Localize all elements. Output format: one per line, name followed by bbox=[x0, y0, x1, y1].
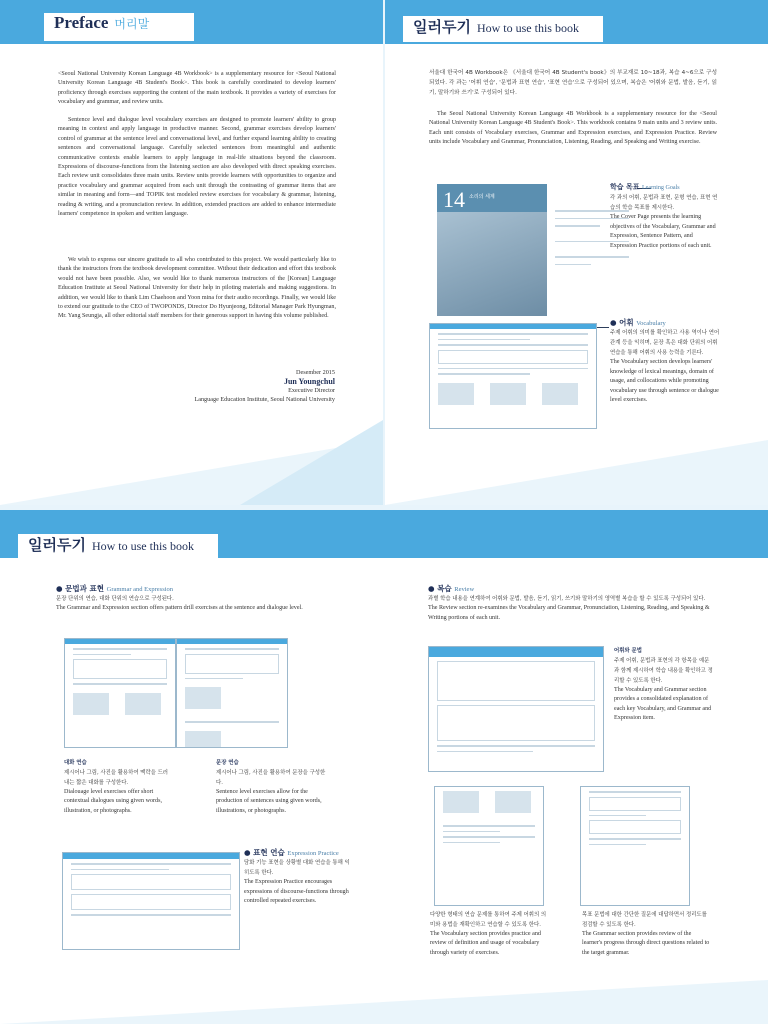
review-sample-page bbox=[428, 646, 604, 772]
review-title-ko: 복습 bbox=[437, 584, 452, 593]
cover-page-sample bbox=[437, 184, 637, 316]
practice-text-ko: 다양한 형태의 연습 문제를 통하여 주제 어휘의 의미와 용법을 재확인하고 연습할 수 있도록 한다. bbox=[430, 912, 547, 928]
preface-author: Jun Youngchul bbox=[283, 377, 335, 386]
howto-page bbox=[385, 0, 768, 505]
expression-title-en: Expression Practice bbox=[287, 850, 339, 857]
practice-caption bbox=[430, 910, 550, 958]
cover-unit-title: 소리의 세계 bbox=[469, 194, 495, 200]
review-text-en: The Review section re-examines the Vocabulary and Grammar, Pronunciation, Listening, Reading, and Speaking & Writing portions of each unit. bbox=[428, 605, 710, 621]
connector-line bbox=[597, 327, 609, 328]
vocab-text-ko: 주제 어휘의 의미를 확인하고 사용 역이나 연어 관계 등을 익히며, 문장 혹은 대화 단위의 어휘 연습을 통해 어휘의 사용 능력을 기른다. bbox=[610, 330, 720, 357]
goals-text-ko: 각 과의 어휘, 문법과 표현, 문형 연습, 표현 연습의 학습 목표를 제시한다. bbox=[610, 195, 718, 212]
cover-photo bbox=[437, 212, 547, 316]
preface-title-ko: 머리말 bbox=[114, 17, 150, 31]
howto-header bbox=[403, 16, 603, 42]
preface-paragraph-1: <Seoul National University Korean Language 4B Workbook> is a supplementary resource for <Seoul National University Korean Language 4B Student's Book>. This book is carefully coordinated to develop learners' proficiency through exercises supporting the content of the main textbook. It provides a variety of exercises for vocabulary and grammar, and review units. bbox=[58, 71, 336, 106]
expression-sample-page bbox=[62, 852, 240, 950]
sentence-title-ko: 문장 연습 bbox=[216, 760, 239, 766]
expression-text-en: The Expression Practice encourages expressions of discourse-functions through controlled repeated exercises. bbox=[244, 879, 349, 905]
vocab-grammar-text-en: The Vocabulary and Grammar section provides a consolidated explanation of each key Vocabulary, and Grammar and Expression item. bbox=[614, 687, 712, 722]
grammar-title-ko: 문법과 표현 bbox=[65, 584, 104, 593]
dialogue-title-ko: 대화 연습 bbox=[64, 760, 87, 766]
howto-intro-en: The Seoul National University Korean Language 4B Workbook is a supplementary resource for the <Seoul National University Korean Language 4B Student's Book>. This workbook contains 9 main units and 3 review units. Each unit consists of Vocabulary exercises, Grammar and Expression exercises, and Expression Practice. Review units include Vocabulary and Grammar, Pronunciation, Listening, Reading, and Speaking and Writing exercise. bbox=[429, 111, 717, 146]
sentence-caption bbox=[216, 758, 328, 816]
decorative-triangles bbox=[385, 440, 768, 505]
dialogue-sample-page bbox=[64, 638, 176, 748]
learning-goals-caption bbox=[610, 182, 720, 251]
review-title-en: Review bbox=[454, 586, 475, 593]
vocab-grammar-text-ko: 주제 어휘, 문법과 표현의 각 항목을 예문과 함께 제시하여 학습 내용을 확인하고 정리할 수 있도록 한다. bbox=[614, 658, 713, 684]
goals-title-ko: 학습 목표 bbox=[610, 183, 640, 191]
preface-role: Executive Director bbox=[288, 387, 335, 394]
target-text-en: The Grammar section provides review of the learner's progress through direct questions related to the target grammar. bbox=[582, 931, 710, 956]
sentence-text-ko: 제시어나 그림, 사진을 활용하여 문장을 구성한다. bbox=[216, 770, 326, 786]
vocab-caption: ● 어휘 Vocabulary 주제 어휘의 의미를 확인하고 사용 역이나 연어 관계 등을 익히며, 문장 혹은 대화 단위의 어휘 연습을 통해 어휘의 사용 능력을 기른다. The Vocabulary section develops learners' knowledge of lexical meanings, domain of usage, and collocations while promoting vocabulary use through sentence or dialogue level exercises. bbox=[610, 318, 720, 405]
decorative-triangles bbox=[0, 980, 768, 1024]
preface-header bbox=[44, 13, 194, 41]
expression-title-ko: 표현 연습 bbox=[253, 848, 285, 857]
cover-unit-number: 14 bbox=[443, 187, 465, 212]
vocab-title-ko: 어휘 bbox=[619, 318, 634, 327]
preface-paragraph-3: We wish to express our sincere gratitude to all who contributed to this project. We would particularly like to thank the instructors from the textbook development committee. Without their dedication and effort this textbook would not have been possible. Also, we would like to thank numerous instructors of the [Korean] Language Education Institute at Seoul National University for their help in piloting materials and making suggestions. In addition, we would like to thank Lim Chaehoon and Yoon mina for their audio recordings. Finally, we would like to extend our gratitude to the CEO of TWOPONDS, Director Do Hyunjeong, Editorial Manager Park Hyungman, Mr. Yang Seungja, all other editorial staff members for their generous support in having this volume published. bbox=[58, 257, 336, 320]
practice-text-en: The Vocabulary section provides practice and review of definition and usage of vocabulary through variety of exercises. bbox=[430, 931, 541, 956]
target-caption bbox=[582, 910, 710, 958]
vocab-text-en: The Vocabulary section develops learners' knowledge of lexical meanings, domain of usage, and collocations while promoting vocabulary use through sentence or dialogue level exercises. bbox=[610, 359, 719, 404]
decorative-triangles bbox=[0, 380, 383, 505]
preface-org: Language Education Institute, Seoul National University bbox=[194, 396, 335, 403]
practice-sample-page bbox=[434, 786, 544, 906]
expression-text-ko: 담화 기능 표현을 상황별 대화 연습을 통해 익히도록 한다. bbox=[244, 860, 350, 877]
preface-paragraph-2: Sentence level and dialogue level vocabulary exercises are designed to promote learners' ability to group meaning in context and apply language in productive manner. Second, grammar exercises develop learners' control of grammar at the sentence level and conversational level, and further expand learning ability to creating sentences and conversational language. Carefully selected sentences from meaningful and authentic communicative contexts enable learners to apply language in real-life situations beyond the classroom. Expressions of discourse-functions from the listening section are also developed with direct speaking exercises. Each review unit consolidates three main units. Review units provide learners with opportunities to organize and practice vocabulary and grammar acquired from each unit through the contrasting of grammar items that are similar in meaning and form—and TOPIK test modeled review exercises for vocabulary & grammar, listening, reading & writing, and a pronunciation review. In addition, extended practices are added to enhance intermediate learners' competence in spoken and written language. bbox=[58, 117, 336, 218]
grammar-section: ● 문법과 표현 Grammar and Expression 문장 단위의 연습, 대화 단위의 연습으로 구성된다. The Grammar and Expression section offers pattern drill exercises at the sentence and dialogue level. bbox=[56, 584, 336, 614]
vocab-sample-page bbox=[429, 323, 597, 429]
vocab-title-en: Vocabulary bbox=[636, 320, 666, 327]
preface-page bbox=[0, 0, 383, 505]
vocab-grammar-caption bbox=[614, 646, 714, 724]
review-text-ko: 과별 학습 내용을 연계하여 어휘와 문법, 발음, 듣기, 읽기, 쓰기와 말하기의 영역별 복습을 할 수 있도록 구성되어 있다. bbox=[428, 596, 706, 603]
howto-intro-ko: 서울대 한국어 4B Workbook은 《서울대 한국어 4B Student's book》의 부교재로 10~18과, 복습 4~6으로 구성되었다. 각 과는 '어휘 연습', '문법과 표현 연습', '표현 연습'으로 구성되어 있으며, 복습은 '어휘와 문법, 발음, 듣기, 읽기, 말하기와 쓰기'로 구성되어 있다. bbox=[429, 70, 717, 96]
howto-title-ko: 일러두기 bbox=[413, 18, 471, 36]
sentence-text-en: Sentence level exercises allow for the production of sentences using given words, illustrations, or photographs. bbox=[216, 789, 322, 814]
dialogue-text-ko: 제시어나 그림, 사진을 활용하여 맥락을 드러내는 짧은 대화를 구성한다. bbox=[64, 770, 169, 786]
goals-title-en: Learning Goals bbox=[641, 185, 680, 191]
howto-page-2 bbox=[0, 510, 768, 1024]
preface-title: Preface bbox=[54, 13, 109, 32]
dialogue-caption bbox=[64, 758, 169, 816]
sentence-sample-page bbox=[176, 638, 288, 748]
howto2-header bbox=[18, 534, 218, 562]
goals-text-en: The Cover Page presents the learning objectives of the Vocabulary, Grammar and Expression, Sentence Pattern, and Expression Practice portions of each unit. bbox=[610, 214, 716, 249]
grammar-text-ko: 문장 단위의 연습, 대화 단위의 연습으로 구성된다. bbox=[56, 596, 174, 603]
howto2-title-en: How to use this book bbox=[91, 539, 194, 553]
review-section: ● 복습 Review 과별 학습 내용을 연계하여 어휘와 문법, 발음, 듣기, 읽기, 쓰기와 말하기의 영역별 복습을 할 수 있도록 구성되어 있다. The Review section re-examines the Vocabulary and Grammar, Pronunciation, Listening, Reading, and Speaking & Writing portions of each unit. bbox=[428, 584, 718, 623]
howto-title-en: How to use this book bbox=[476, 21, 579, 35]
preface-date: Desember 2015 bbox=[295, 369, 335, 376]
vocab-grammar-title: 어휘와 문법 bbox=[614, 648, 642, 654]
howto2-title-ko: 일러두기 bbox=[28, 536, 86, 554]
target-text-ko: 목표 문법에 대한 간단한 질문에 대답하면서 정리도를 점검할 수 있도록 한다. bbox=[582, 912, 707, 928]
grammar-review-sample-page bbox=[580, 786, 690, 906]
dialogue-text-en: Dialouage level exercises offer short contextual dialogues using given words, illustration, or photographs. bbox=[64, 789, 162, 814]
expression-caption: ● 표현 연습 Expression Practice 담화 기능 표현을 상황별 대화 연습을 통해 익히도록 한다. The Expression Practice encourages expressions of discourse-functions through controlled repeated exercises. bbox=[244, 848, 354, 907]
grammar-title-en: Grammar and Expression bbox=[106, 586, 174, 593]
grammar-text-en: The Grammar and Expression section offers pattern drill exercises at the sentence and dialogue level. bbox=[56, 605, 303, 612]
